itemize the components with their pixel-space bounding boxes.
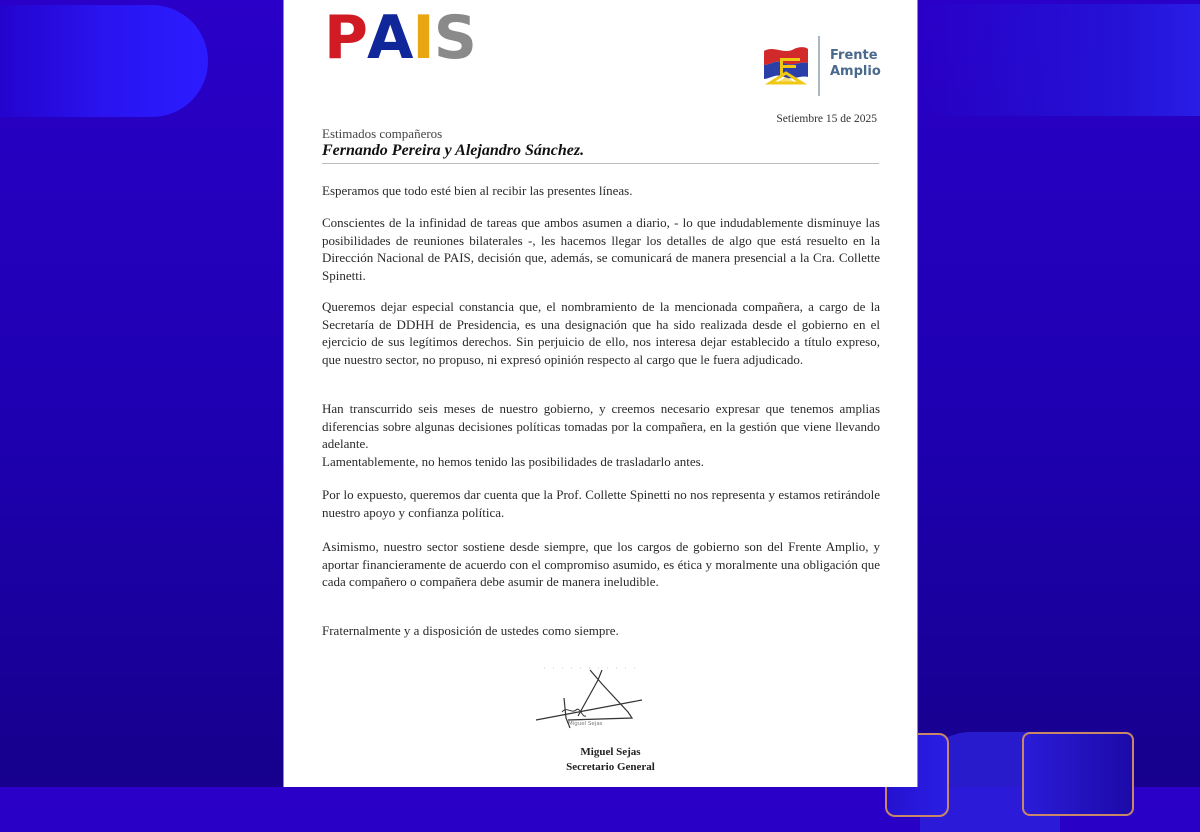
recipients: Fernando Pereira y Alejandro Sánchez. xyxy=(322,142,585,159)
signer-title: Secretario General xyxy=(566,761,655,773)
paragraph-text: Han transcurrido seis meses de nuestro gobierno, y creemos necesario expresar que tenemos amplias diferencias sobre algunas decisiones políticas tomadas por la compañera, en la gestión que viene llevando adelante. xyxy=(322,401,880,452)
paragraph xyxy=(322,182,880,200)
letter-page xyxy=(284,0,917,787)
letter-date: Setiembre 15 de 2025 xyxy=(776,113,877,125)
paragraph xyxy=(322,298,880,368)
signer-block xyxy=(284,745,917,775)
frente-amplio-flag-icon xyxy=(762,43,810,91)
pais-logo xyxy=(324,3,476,73)
frente-amplio-line1: Frente xyxy=(830,48,878,63)
paragraph-text: Asimismo, nuestro sector sostiene desde siempre, que los cargos de gobierno son del Frente Amplio, y aportar financieramente de acuerdo con el compromiso asumido, es ética y moralmente una obligación que cada compañero o compañera debe asumir de manera ineludible. xyxy=(322,539,880,590)
paragraph-text: Esperamos que todo esté bien al recibir las presentes líneas. xyxy=(322,183,633,198)
frente-amplio-wordmark xyxy=(830,48,881,80)
salutation: Estimados compañeros xyxy=(322,126,443,141)
paragraph-text: Conscientes de la infinidad de tareas que ambos asumen a diario, - lo que indudablemente disminuye las posibilidades de reuniones bilaterales -, les hacemos llegar los detalles de algo que está resuelto en la Dirección Nacional de PAIS, decisión que, además, se comunicará de manera presencial a la Cra. Collette Spinetti. xyxy=(322,215,880,283)
header-rule xyxy=(322,163,879,164)
pais-logo-letter: S xyxy=(433,3,476,73)
background-outline-card xyxy=(1022,732,1134,816)
paragraph xyxy=(322,622,880,640)
frente-amplio-logo xyxy=(762,33,882,99)
background-band-shape xyxy=(917,4,1200,116)
paragraph xyxy=(322,214,880,284)
paragraph-text: Queremos dejar especial constancia que, el nombramiento de la mencionada compañera, a cargo de la Secretaría de DDHH de Presidencia, es una designación que ha sido realizada desde el gobierno en el ejercicio de sus legítimos derechos. Sin perjuicio de ello, nos interesa dejar establecido a título expreso, que nuestro sector, no propuso, ni expresó opinión respecto al cargo que le fuera adjudicado. xyxy=(322,299,880,367)
paragraph-text: Por lo expuesto, queremos dar cuenta que la Prof. Collette Spinetti no nos representa y estamos retirándole nuestro apoyo y confianza política. xyxy=(322,487,880,520)
paragraph xyxy=(322,400,880,453)
background-pill-shape xyxy=(0,5,208,117)
pais-logo-letter: A xyxy=(366,3,413,73)
paragraph xyxy=(322,538,880,591)
paragraph xyxy=(322,486,880,521)
paragraph-text: Fraternalmente y a disposición de ustedes como siempre. xyxy=(322,623,619,638)
paragraph xyxy=(322,453,880,471)
signer-name: Miguel Sejas xyxy=(580,746,641,758)
paragraph-text: Lamentablemente, no hemos tenido las posibilidades de trasladarlo antes. xyxy=(322,454,704,469)
logo-divider xyxy=(818,36,820,96)
pais-logo-letter: I xyxy=(412,3,434,73)
signature-stamp: Miguel Sejas xyxy=(568,721,603,727)
pais-logo-letter: P xyxy=(324,3,367,73)
frente-amplio-line2: Amplio xyxy=(830,64,881,79)
